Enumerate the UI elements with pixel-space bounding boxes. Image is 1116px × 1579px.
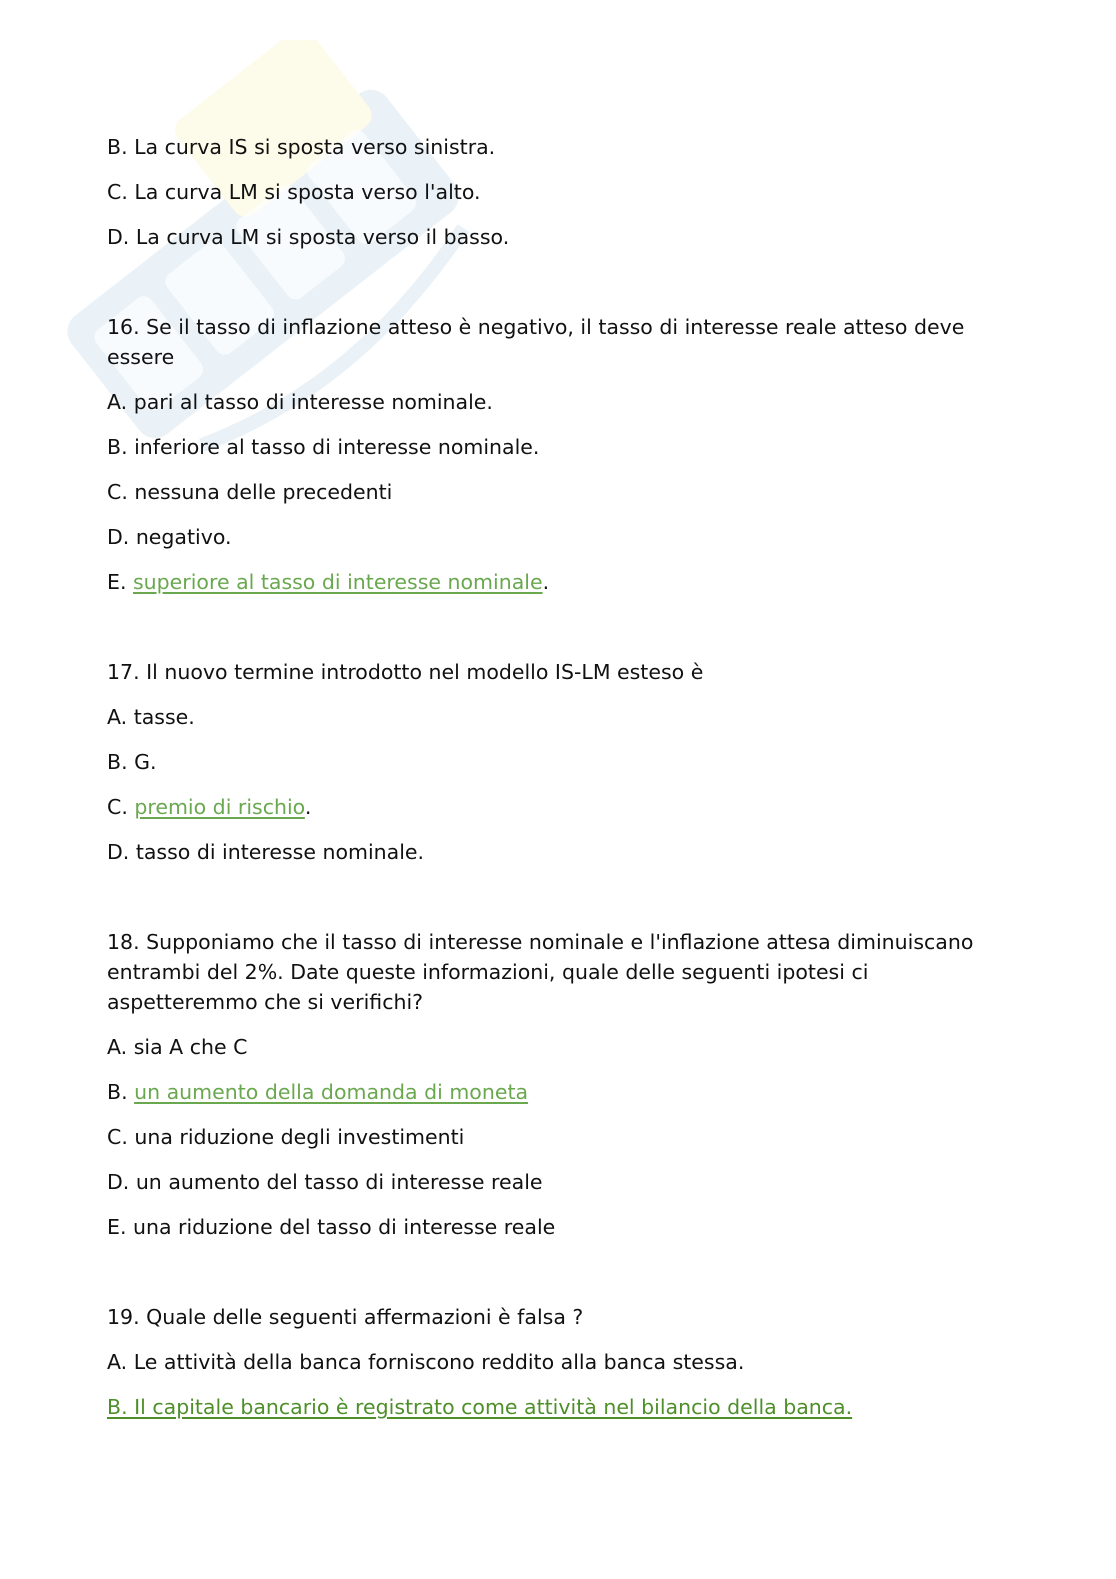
question-16: 16. Se il tasso di inflazione atteso è negativo, il tasso di interesse reale atteso deve essere bbox=[107, 315, 965, 369]
q16-option-e-prefix: E. bbox=[107, 570, 133, 594]
q19-correct-answer: B. Il capitale bancario è registrato come attività nel bilancio della banca. bbox=[107, 1395, 853, 1419]
q17-option-c bbox=[107, 792, 1007, 822]
q16-option-b: B. inferiore al tasso di interesse nominale. bbox=[107, 435, 540, 459]
q17-option-b: B. G. bbox=[107, 750, 157, 774]
q19-option-a: A. Le attività della banca forniscono reddito alla banca stessa. bbox=[107, 1350, 745, 1374]
question-18: 18. Supponiamo che il tasso di interesse nominale e l'inflazione attesa diminuiscano entrambi del 2%. Date queste informazioni, quale delle seguenti ipotesi ci aspetteremmo che si verifichi? bbox=[107, 930, 974, 1014]
q16-option-e bbox=[107, 567, 1007, 597]
q17-correct-answer: premio di rischio bbox=[134, 795, 305, 819]
q18-option-e: E. una riduzione del tasso di interesse reale bbox=[107, 1215, 556, 1239]
q18-option-a: A. sia A che C bbox=[107, 1035, 248, 1059]
option-c-prev: C. La curva LM si sposta verso l'alto. bbox=[107, 180, 481, 204]
document-body bbox=[107, 132, 1007, 1437]
q16-option-a: A. pari al tasso di interesse nominale. bbox=[107, 390, 493, 414]
q17-option-a: A. tasse. bbox=[107, 705, 195, 729]
q16-option-c: C. nessuna delle precedenti bbox=[107, 480, 393, 504]
q16-option-e-suffix: . bbox=[542, 570, 550, 594]
option-b-prev: B. La curva IS si sposta verso sinistra. bbox=[107, 135, 496, 159]
q16-option-d: D. negativo. bbox=[107, 525, 232, 549]
q17-option-d: D. tasso di interesse nominale. bbox=[107, 840, 425, 864]
q18-option-c: C. una riduzione degli investimenti bbox=[107, 1125, 465, 1149]
question-17: 17. Il nuovo termine introdotto nel modello IS-LM esteso è bbox=[107, 660, 704, 684]
q17-option-c-suffix: . bbox=[304, 795, 312, 819]
question-19: 19. Quale delle seguenti affermazioni è falsa ? bbox=[107, 1305, 584, 1329]
q18-option-d: D. un aumento del tasso di interesse reale bbox=[107, 1170, 543, 1194]
q18-option-b-prefix: B. bbox=[107, 1080, 135, 1104]
option-d-prev: D. La curva LM si sposta verso il basso. bbox=[107, 225, 510, 249]
q17-option-c-prefix: C. bbox=[107, 795, 135, 819]
q16-correct-answer: superiore al tasso di interesse nominale bbox=[133, 570, 543, 594]
q18-correct-answer: un aumento della domanda di moneta bbox=[134, 1080, 529, 1104]
q18-option-b bbox=[107, 1077, 1007, 1107]
